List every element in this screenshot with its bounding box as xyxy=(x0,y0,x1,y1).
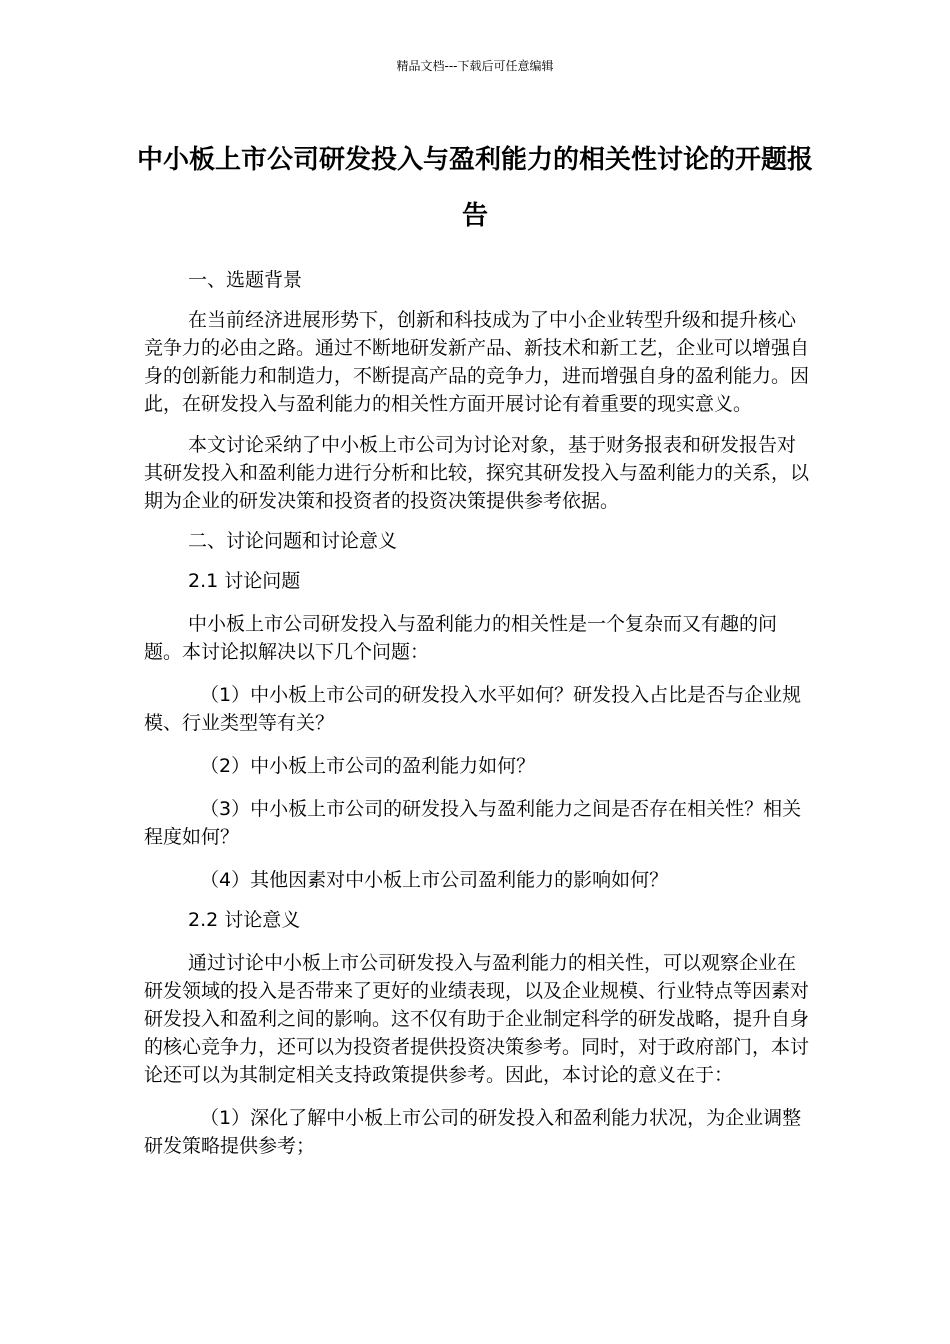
paragraph-background-2: 本文讨论采纳了中小板上市公司为讨论对象，基于财务报表和研发报告对其研发投入和盈利能力进行分析和比较，探究其研发投入与盈利能力的关系，以期为企业的研发决策和投资者的投资决策提供参考依据。 xyxy=(144,434,810,512)
subsection-heading-significance: 2.2 讨论意义 xyxy=(188,909,301,931)
paragraph-background-1: 在当前经济进展形势下，创新和科技成为了中小企业转型升级和提升核心竞争力的必由之路。通过不断地研发新产品、新技术和新工艺，企业可以增强自身的创新能力和制造力，不断提高产品的竞争力，进而增强自身的盈利能力。因此，在研发投入与盈利能力的相关性方面开展讨论有着重要的现实意义。 xyxy=(144,309,810,415)
question-item-3: （3）中小板上市公司的研发投入与盈利能力之间是否存在相关性？相关程度如何？ xyxy=(144,798,802,848)
document-body xyxy=(144,266,810,1160)
question-item-1: （1）中小板上市公司的研发投入水平如何？研发投入占比是否与企业规模、行业类型等有关？ xyxy=(144,684,802,734)
subsection-heading-questions: 2.1 讨论问题 xyxy=(188,570,301,592)
section-heading-questions-significance: 二、讨论问题和讨论意义 xyxy=(188,530,398,552)
question-item-2: （2）中小板上市公司的盈利能力如何？ xyxy=(200,755,536,777)
paragraph-questions-intro: 中小板上市公司研发投入与盈利能力的相关性是一个复杂而又有趣的问题。本讨论拟解决以下几个问题： xyxy=(144,613,778,663)
page-title: 中小板上市公司研发投入与盈利能力的相关性讨论的开题报告 xyxy=(136,145,813,231)
question-item-4: （4）其他因素对中小板上市公司盈利能力的影响如何？ xyxy=(200,869,669,891)
paragraph-significance: 通过讨论中小板上市公司研发投入与盈利能力的相关性，可以观察企业在研发领域的投入是否带来了更好的业绩表现，以及企业规模、行业特点等因素对研发投入和盈利之间的影响。这不仅有助于企业制定科学的研发战略，提升自身的核心竞争力，还可以为投资者提供投资决策参考。同时，对于政府部门，本讨论还可以为其制定相关支持政策提供参考。因此，本讨论的意义在于： xyxy=(144,952,810,1086)
significance-item-1: （1）深化了解中小板上市公司的研发投入和盈利能力状况，为企业调整研发策略提供参考； xyxy=(144,1107,802,1157)
section-heading-background: 一、选题背景 xyxy=(188,269,303,291)
header-note: 精品文档---下载后可任意编辑 xyxy=(396,59,554,73)
